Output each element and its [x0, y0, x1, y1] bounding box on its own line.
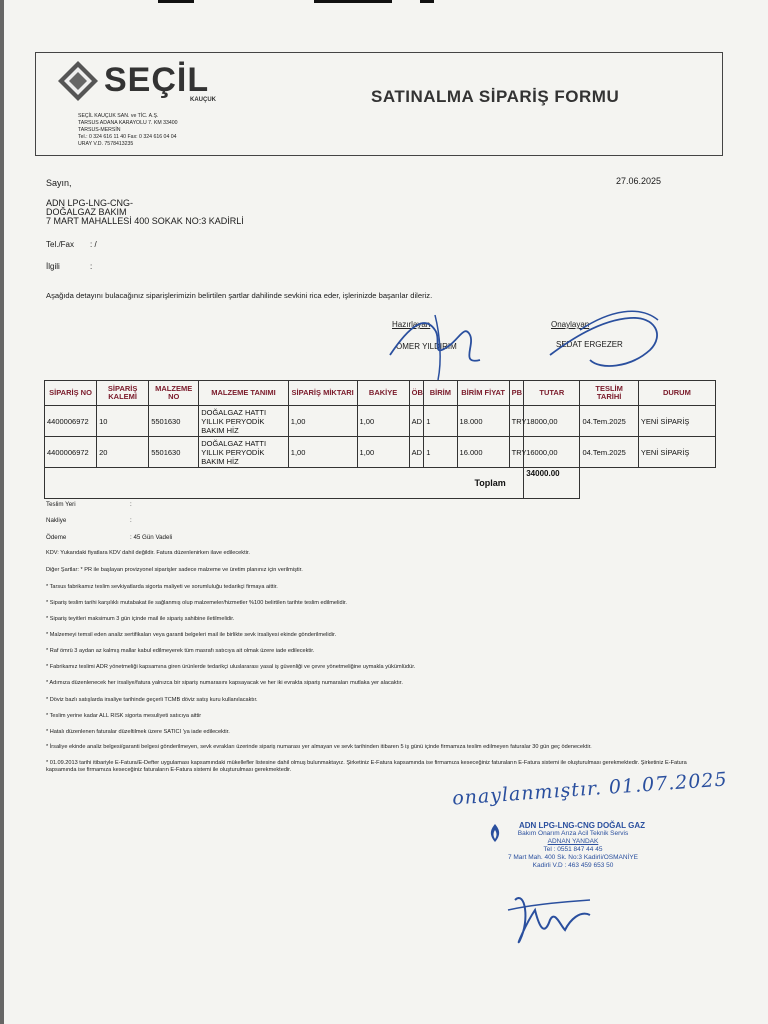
column-header: MALZEME NO [149, 381, 199, 406]
intro-text: Aşağıda detayını bulacağınız siparişlerimizin belirtilen şartlar dahilinde sevkini rica eder, işlerinizde başarılar dileriz. [46, 291, 433, 300]
table-cell: 1,00 [288, 437, 357, 468]
term-line: * Fabrikamız teslimi ADR yönetmeliği kapsamına giren ürünlerde tedarikçi uluslararası yasal iş güvenliği ve çevre yönetmeliğine uymakla yükümlüdür. [46, 664, 416, 670]
table-cell: DOĞALGAZ HATTI YILLIK PERYODİK BAKIM HİZ [199, 406, 289, 437]
company-info-line: Tel.: 0 324 616 11 40 Fax: 0 324 616 04 04 [78, 134, 177, 140]
table-cell: 1,00 [357, 437, 409, 468]
odeme-label: Ödeme [46, 534, 67, 541]
odeme-value: : 45 Gün Vadeli [130, 534, 173, 541]
term-line: * Sipariş teyitleri maksimum 3 gün içinde mail ile sipariş sahibine iletilmelidir. [46, 616, 235, 622]
ilgili-label: İlgili [46, 262, 60, 271]
approved-signature-icon [540, 300, 670, 380]
stamp-line: ADN LPG-LNG-CNG DOĞAL GAZ [518, 821, 646, 830]
company-stamp [478, 822, 668, 870]
approved-by-label: Onaylayan [551, 320, 590, 329]
salutation: Sayın, [46, 178, 72, 188]
recipient-name-line: DOĞALGAZ BAKIM [46, 207, 127, 217]
prepared-by-name: ÖMER YILDIRIM [396, 342, 457, 351]
prepared-signature-icon [380, 305, 500, 385]
company-info-line: TARSUS ADANA KARAYOLU 7. KM 33400 [78, 120, 178, 126]
term-line: * Raf ömrü 3 aydan az kalmış mallar kabul edilmeyerek tüm masrafı satıcıya ait olmak üzere iade edilecektir. [46, 648, 315, 654]
teslim-label: Teslim Yeri [46, 501, 76, 508]
table-cell: 18000,00 [524, 406, 580, 437]
table-cell: 10 [97, 406, 149, 437]
teslim-value: : [130, 501, 132, 508]
table-row [45, 437, 716, 468]
nakliye-label: Nakliye [46, 517, 67, 524]
term-line: * Adımıza düzenlenecek her irsaliye/fatura yalnızca bir sipariş numarasını kapsayacak ve her iki evrakta sipariş numaraları mutlaka yer alacaktır. [46, 680, 403, 686]
total-label: Toplam [457, 468, 524, 499]
stamp-line: Kadirli V.D : 463 459 653 50 [532, 862, 614, 869]
stamp-line: 7 Mart Mah. 400 Sk. No:3 Kadirli/OSMANİYE [507, 854, 639, 861]
company-logo [56, 59, 256, 103]
stamp-signature-icon [500, 880, 600, 960]
scan-artifact [158, 0, 194, 3]
recipient-name-line: ADN LPG-LNG-CNG- [46, 198, 134, 208]
approved-by-name: SEDAT ERGEZER [556, 340, 623, 349]
ilgili-value: : [90, 262, 93, 271]
term-line: * Teslim yerine kadar ALL RISK sigorta mesuliyeti satıcıya aittir [46, 713, 202, 719]
total-value: 34000.00 [524, 468, 580, 499]
table-cell: 1 [424, 406, 457, 437]
table-row [45, 406, 716, 437]
table-cell: AD [409, 406, 424, 437]
company-info-line: URAY V.D. 7578413235 [78, 141, 134, 147]
logo-text: SEÇİL [104, 61, 210, 99]
table-cell: 5501630 [149, 437, 199, 468]
order-date: 27.06.2025 [616, 176, 662, 186]
stamp-line: Bakım Onarım Arıza Acil Teknik Servis [517, 830, 629, 837]
table-cell: TRY [509, 406, 524, 437]
table-cell: TRY [509, 437, 524, 468]
term-line: * İrsaliye ekinde analiz belgesi/garanti belgesi gönderilmeyen, sevk evrakları üzerinde sipariş numarası yer almayan ve sevk tarihinden itibaren 5 iş günü içinde firmamıza teslim edilmeyen faturalar 30 gün geç ödenecektir. [46, 744, 592, 750]
prepared-by-label: Hazırlayan [392, 320, 431, 329]
term-line: * Döviz bazlı satışlarda irsaliye tarihinde geçerli TCMB döviz satış kuru kullanılacaktır. [46, 697, 258, 703]
header-box [35, 52, 723, 156]
table-cell: 1 [424, 437, 457, 468]
table-cell: 4400006972 [45, 406, 97, 437]
table-cell: 1,00 [288, 406, 357, 437]
column-header: SİPARİŞ MİKTARI [288, 381, 357, 406]
stamp-logo-icon [484, 822, 506, 844]
table-cell: YENİ SİPARİŞ [638, 406, 715, 437]
company-info-line: SEÇİL KAUÇUK SAN. ve TİC. A.Ş. [78, 113, 159, 119]
term-line: * Malzemeyi temsil eden analiz sertifikaları veya garanti belgeleri mail ile birlikte sevk irsaliyesi ekinde gönderilmelidir. [46, 632, 337, 638]
telfax-value: : / [90, 240, 97, 249]
column-header: DURUM [638, 381, 715, 406]
recipient-block [46, 199, 244, 226]
column-header: BAKİYE [357, 381, 409, 406]
term-line: Diğer Şartlar: * PR ile başlayan provizyonel siparişler sadece malzeme ve üretim planınız için verilmiştir. [46, 567, 303, 573]
term-line: * Sipariş teslim tarihi karşılıklı mutabakat ile sağlanmış olup malzemeler/hizmetler %100 belirtilen tarihte teslim edilmelidir. [46, 600, 347, 606]
table-cell: AD [409, 437, 424, 468]
telfax-label: Tel./Fax [46, 240, 75, 249]
table-total-row [45, 468, 716, 499]
stamp-line: ADNAN YANDAK [547, 838, 599, 845]
table-header-row [45, 381, 716, 406]
table-cell: 20 [97, 437, 149, 468]
company-info [78, 113, 178, 148]
nakliye-value: : [130, 517, 132, 524]
scan-artifact [420, 0, 434, 3]
table-cell: 16000,00 [524, 437, 580, 468]
column-header: PB [509, 381, 524, 406]
term-line: KDV: Yukarıdaki fiyatlara KDV dahil değildir. Fatura düzenlenirken ilave edilecektir. [46, 550, 250, 556]
logo-diamond-icon [56, 59, 100, 103]
column-header: MALZEME TANIMI [199, 381, 289, 406]
column-header: TUTAR [524, 381, 580, 406]
total-empty [580, 468, 716, 499]
table-cell: YENİ SİPARİŞ [638, 437, 715, 468]
table-cell: 16.000 [457, 437, 509, 468]
company-info-line: TARSUS-MERSİN [78, 127, 121, 133]
term-line: * 01.09.2013 tarihi itibariyle E-Fatura/E-Defter uygulaması kapsamındaki mükellefler listesine dahil olmuş bulunmaktayız. Şirketiniz E-Fatura kapsamında ise firmamıza keseceğiniz faturaların E-Fatura sistemi ile oluşturulması gerekmektedir. Şirketiniz E-Fatura kapsamında ise firmamıza keseceğiniz faturaların E-Fatura sistemi ile oluşturulması gerekmektedir. [46, 760, 687, 773]
table-cell: 4400006972 [45, 437, 97, 468]
order-items-table [44, 380, 716, 499]
logo-subtext: KAUÇUK [190, 97, 216, 103]
term-line: * Tarsus fabrikamız teslim sevkiyatlarda sigorta maliyeti ve sorumluluğu tedarikçi firmaya aittir. [46, 584, 278, 590]
table-cell: 04.Tem.2025 [580, 406, 638, 437]
recipient-address: 7 MART MAHALLESİ 400 SOKAK NO:3 KADİRLİ [46, 216, 244, 226]
form-title: SATINALMA SİPARİŞ FORMU [371, 87, 620, 106]
table-cell: 1,00 [357, 406, 409, 437]
column-header: BİRİM FİYAT [457, 381, 509, 406]
scan-edge [0, 0, 4, 1024]
column-header: ÖB [409, 381, 424, 406]
column-header: BİRİM [424, 381, 457, 406]
column-header: SİPARİŞ NO [45, 381, 97, 406]
handwritten-approval-note: onaylanmıştır. 01.07.2025 [451, 768, 729, 810]
table-cell: 5501630 [149, 406, 199, 437]
table-cell: 04.Tem.2025 [580, 437, 638, 468]
column-header: SİPARİŞ KALEMİ [97, 381, 149, 406]
table-cell: 18.000 [457, 406, 509, 437]
scan-artifact [314, 0, 392, 3]
column-header: TESLİM TARİHİ [580, 381, 638, 406]
table-cell: DOĞALGAZ HATTI YILLIK PERYODİK BAKIM HİZ [199, 437, 289, 468]
term-line: * Hatalı düzenlenen faturalar düzeltilmek üzere SATICI 'ya iade edilecektir. [46, 729, 230, 735]
stamp-line: Tel : 0551 847 44 45 [543, 846, 603, 853]
total-spacer [45, 468, 458, 499]
